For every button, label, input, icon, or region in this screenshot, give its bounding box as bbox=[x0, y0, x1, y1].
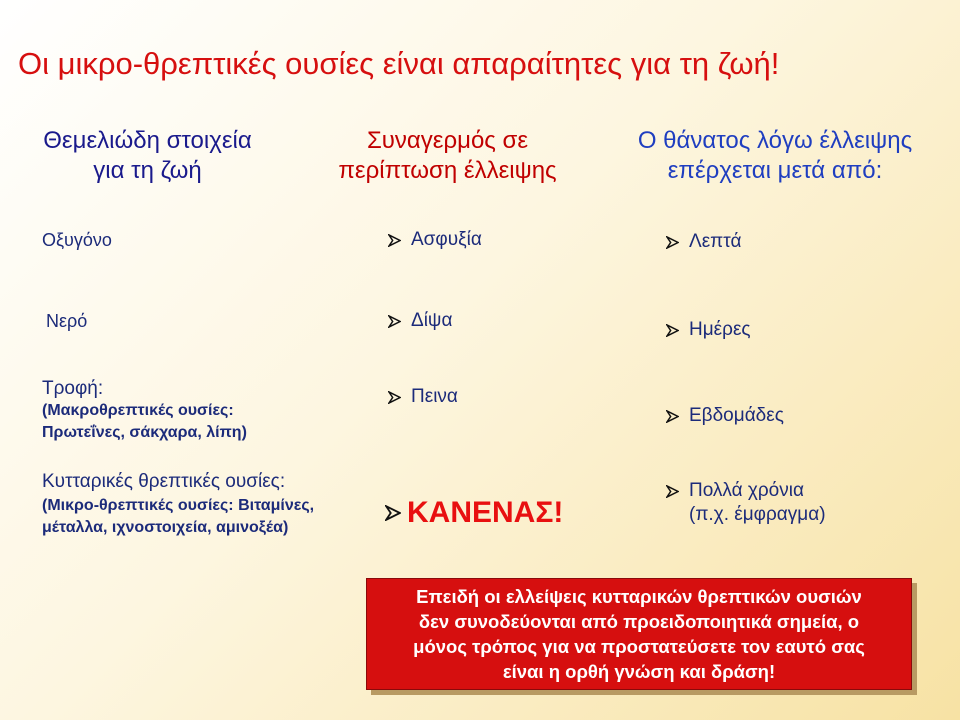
death-water bbox=[666, 319, 751, 341]
row-label-cell-sub2: μέταλλα, ιχνοστοιχεία, αμινοξέα) bbox=[42, 519, 289, 536]
warning-note-text bbox=[367, 584, 911, 684]
death-cell-text2: (π.χ. έμφραγμα) bbox=[689, 504, 826, 525]
death-cell-line2 bbox=[666, 504, 826, 526]
row-label-cell-title: Κυτταρικές θρεπτικές ουσίες: bbox=[42, 471, 286, 492]
arrow-bullet-icon bbox=[666, 324, 679, 337]
row-label-food-title-wrap bbox=[42, 378, 247, 400]
row-label-food-colon: : bbox=[97, 378, 104, 399]
arrow-bullet-icon bbox=[388, 391, 401, 404]
column-header-alarm bbox=[305, 126, 590, 186]
warning-note-line2: δεν συνοδεύονται από προειδοποιητικά σημεία, ο bbox=[418, 611, 860, 632]
alarm-oxygen bbox=[388, 229, 482, 251]
column-header-death bbox=[600, 126, 950, 186]
warning-note-line1: Επειδή οι ελλείψεις κυτταρικών θρεπτικών ουσιών bbox=[416, 586, 862, 607]
row-label-food-sub2: Πρωτεΐνες, σάκχαρα, λίπη) bbox=[42, 424, 247, 441]
arrow-bullet-icon bbox=[666, 236, 679, 249]
alarm-cell-text: ΚΑΝΕΝΑΣ! bbox=[407, 496, 564, 529]
arrow-bullet-icon bbox=[385, 505, 401, 521]
alarm-oxygen-text: Ασφυξία bbox=[411, 229, 482, 250]
death-cell bbox=[666, 480, 826, 526]
row-label-cell bbox=[42, 471, 314, 539]
alarm-food bbox=[388, 386, 458, 408]
warning-note-line3: μόνος τρόπος για να προστατεύσετε τον εαυτό σας bbox=[413, 636, 865, 657]
alarm-water-text: Δίψα bbox=[411, 310, 453, 331]
warning-note-box bbox=[366, 578, 912, 690]
row-label-oxygen: Οξυγόνο bbox=[42, 230, 112, 250]
death-water-text: Ημέρες bbox=[689, 319, 751, 340]
death-food bbox=[666, 405, 784, 427]
page-title: Οι μικρο-θρεπτικές ουσίες είναι απαραίτητες για τη ζωή! bbox=[18, 46, 780, 81]
arrow-bullet-icon bbox=[666, 485, 679, 498]
death-cell-line1 bbox=[666, 480, 826, 502]
row-label-food bbox=[42, 378, 247, 444]
alarm-cell bbox=[385, 496, 563, 530]
alarm-food-text: Πεινα bbox=[411, 386, 458, 407]
column-header-essentials-line2: για τη ζωή bbox=[93, 157, 202, 184]
death-oxygen-text: Λεπτά bbox=[689, 231, 742, 252]
row-label-cell-sub1: (Μικρο-θρεπτικές ουσίες: Βιταμίνες, bbox=[42, 497, 315, 514]
death-oxygen bbox=[666, 231, 742, 253]
arrow-bullet-icon bbox=[388, 234, 401, 247]
row-label-food-title: Τροφή bbox=[42, 378, 98, 399]
column-header-essentials bbox=[10, 126, 285, 186]
warning-note-line4: είναι η ορθή γνώση και δράση! bbox=[502, 661, 776, 682]
row-label-food-sub1: (Μακροθρεπτικές ουσίες: bbox=[42, 402, 234, 419]
column-header-alarm-line1: Συναγερμός σε bbox=[366, 127, 529, 154]
column-header-essentials-line1: Θεμελιώδη στοιχεία bbox=[43, 127, 252, 154]
row-label-water: Νερό bbox=[46, 311, 88, 331]
column-header-death-line2: επέρχεται μετά από: bbox=[667, 157, 883, 184]
death-food-text: Εβδομάδες bbox=[689, 405, 784, 426]
alarm-water bbox=[388, 310, 452, 332]
column-header-death-line1: Ο θάνατος λόγω έλλειψης bbox=[637, 127, 913, 154]
column-header-alarm-line2: περίπτωση έλλειψης bbox=[338, 157, 557, 184]
arrow-bullet-icon bbox=[666, 410, 679, 423]
death-cell-text1: Πολλά χρόνια bbox=[689, 480, 804, 501]
arrow-bullet-icon bbox=[388, 315, 401, 328]
